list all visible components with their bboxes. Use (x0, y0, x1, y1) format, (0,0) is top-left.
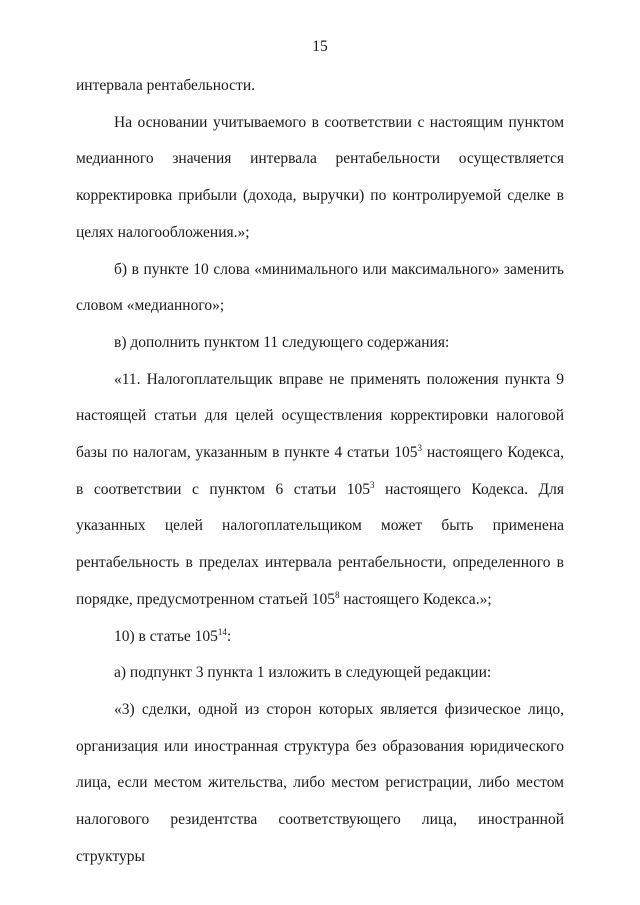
point-11-text-end: настоящего Кодекса.»; (339, 590, 492, 608)
paragraph-item-b: б) в пункте 10 слова «минимального или максимального» заменить словом «медианного»; (76, 260, 564, 315)
point-11-text-part-3: настоящего Кодекса. Для указанных целей налогоплательщиком может быть применена рентабельность в пределах интервала рентабельности, определенного в порядке, предусмотренном статьей 105 (76, 480, 564, 608)
paragraph-subitem-3: «3) сделки, одной из сторон которых является физическое лицо, организация или иностранная структура без образования юридического лица, если местом жительства, либо местом регистрации, либо местом налогового резидентства соответствующего лица, иностранной структуры (76, 700, 564, 865)
paragraph-item-v: в) дополнить пунктом 11 следующего содержания: (114, 333, 450, 351)
paragraph-point-11 (76, 362, 564, 619)
paragraph-continuation: интервала рентабельности. (76, 77, 255, 94)
item-10-colon: : (226, 627, 232, 645)
superscript-3-first: 3 (417, 443, 422, 454)
superscript-3-second: 3 (370, 479, 375, 490)
document-body (76, 68, 564, 875)
point-11-text-part-1: «11. Налогоплательщик вправе не применять положения пункта 9 настоящей статьи для целей осуществления корректировки налоговой базы по налогам, указанным в пункте 4 статьи 105 (76, 370, 564, 462)
superscript-8: 8 (334, 589, 340, 600)
paragraph-median-adjustment: На основании учитываемого в соответствии с настоящим пунктом медианного значения интервала рентабельности осуществляется корректировка прибыли (дохода, выручки) по контролируемой сделке в целях налогообложения.»; (76, 113, 564, 241)
item-10-text: 10) в статье 105 (114, 627, 218, 645)
point-11-text-part-2: настоящего Кодекса, в соответствии с пунктом 6 статьи 105 (76, 444, 564, 498)
paragraph-item-a: а) подпункт 3 пункта 1 изложить в следующей редакции: (114, 664, 492, 682)
page-number: 15 (312, 38, 328, 55)
superscript-14: 14 (217, 626, 227, 637)
paragraph-item-10 (76, 619, 564, 656)
